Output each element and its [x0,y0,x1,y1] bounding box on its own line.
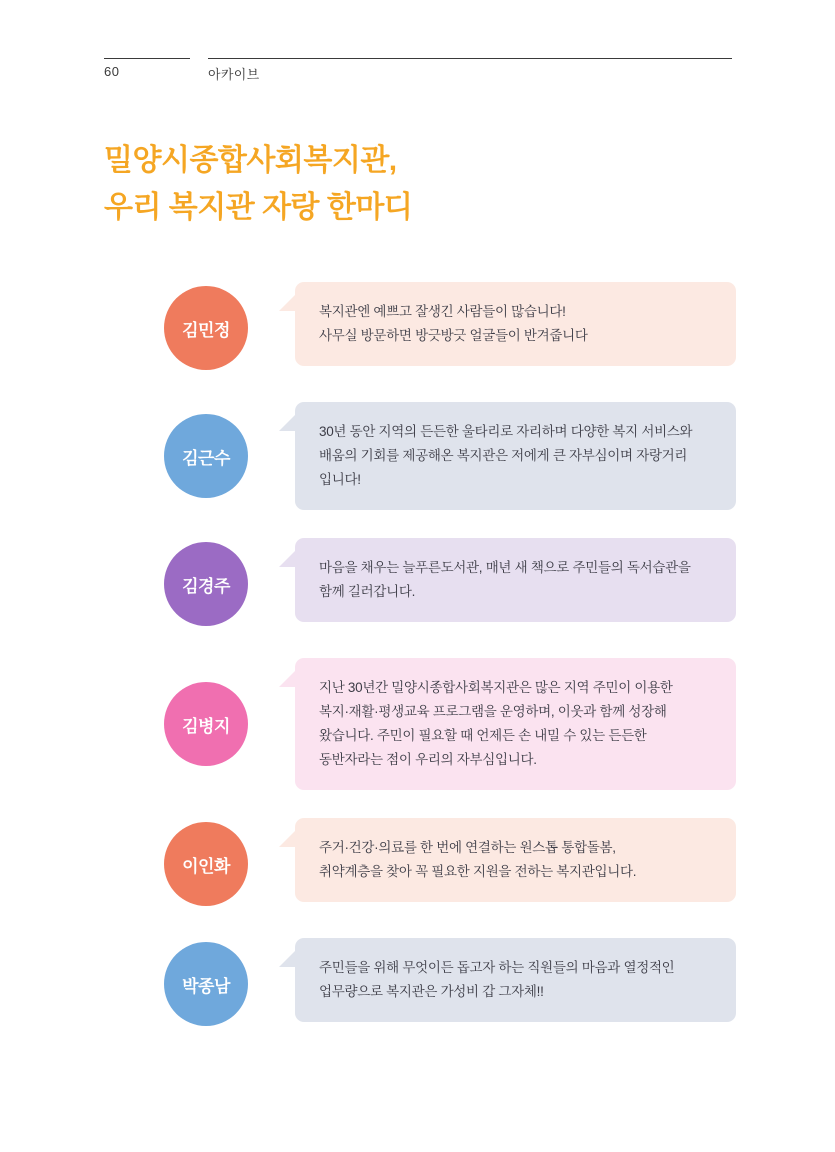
testimonial-row [164,818,736,910]
testimonial-line: 업무량으로 복지관은 가성비 갑 그자체!! [319,984,544,1000]
bubble-tail-icon [279,294,296,311]
page-title [104,138,744,231]
testimonial-line: 함께 길러갑니다. [319,584,416,600]
testimonial-line: 왔습니다. 주민이 필요할 때 언제든 손 내밀 수 있는 든든한 [319,728,647,744]
section-label: 아카이브 [208,67,260,82]
testimonial-row [164,282,736,374]
bubble-tail-icon [279,830,296,847]
testimonial-row [164,938,736,1030]
bubble-tail-icon [279,414,296,431]
testimonial-list [164,282,736,1058]
bubble-tail-icon [279,670,296,687]
testimonial-line: 30년 동안 지역의 든든한 울타리로 자리하며 다양한 복지 서비스와 [319,424,693,439]
page-header [104,58,732,88]
page-number: 60 [104,64,120,79]
header-rule-right [208,58,732,59]
testimonial-line: 취약계층을 찾아 꼭 필요한 지원을 전하는 복지관입니다. [319,864,637,880]
testimonial-row [164,402,736,510]
testimonial-bubble [295,818,736,902]
testimonial-line: 사무실 방문하면 방긋방긋 얼굴들이 반겨줍니다 [319,328,588,344]
testimonial-line: 동반자라는 점이 우리의 자부심입니다. [319,752,537,768]
avatar: 이인화 [164,822,248,906]
testimonial-bubble [295,282,736,366]
testimonial-line: 주거·건강·의료를 한 번에 연결하는 원스톱 통합돌봄, [319,840,616,856]
testimonial-row [164,658,736,790]
testimonial-line: 주민들을 위해 무엇이든 돕고자 하는 직원들의 마음과 열정적인 [319,960,675,976]
page-title-line-1: 밀양시종합사회복지관, [104,144,397,177]
bubble-tail-icon [279,950,296,967]
bubble-tail-icon [279,550,296,567]
testimonial-line: 복지·재활·평생교육 프로그램을 운영하며, 이웃과 함께 성장해 [319,704,667,720]
testimonial-line: 복지관엔 예쁘고 잘생긴 사람들이 많습니다! [319,304,566,319]
avatar: 김경주 [164,542,248,626]
testimonial-bubble [295,402,736,510]
testimonial-line: 지난 30년간 밀양시종합사회복지관은 많은 지역 주민이 이용한 [319,680,673,696]
testimonial-bubble [295,658,736,790]
page-title-line-2: 우리 복지관 자랑 한마디 [104,190,413,224]
testimonial-row [164,538,736,630]
testimonial-bubble [295,938,736,1022]
testimonial-line: 배움의 기회를 제공해온 복지관은 저에게 큰 자부심이며 자랑거리 [319,448,688,464]
testimonial-bubble [295,538,736,622]
testimonial-line: 입니다! [319,472,361,488]
avatar: 김근수 [164,414,248,498]
avatar: 박종남 [164,942,248,1026]
header-rule-left [104,58,190,59]
avatar: 김병지 [164,682,248,766]
avatar: 김민정 [164,286,248,370]
testimonial-line: 마음을 채우는 늘푸른도서관, 매년 새 책으로 주민들의 독서습관을 [319,560,691,576]
